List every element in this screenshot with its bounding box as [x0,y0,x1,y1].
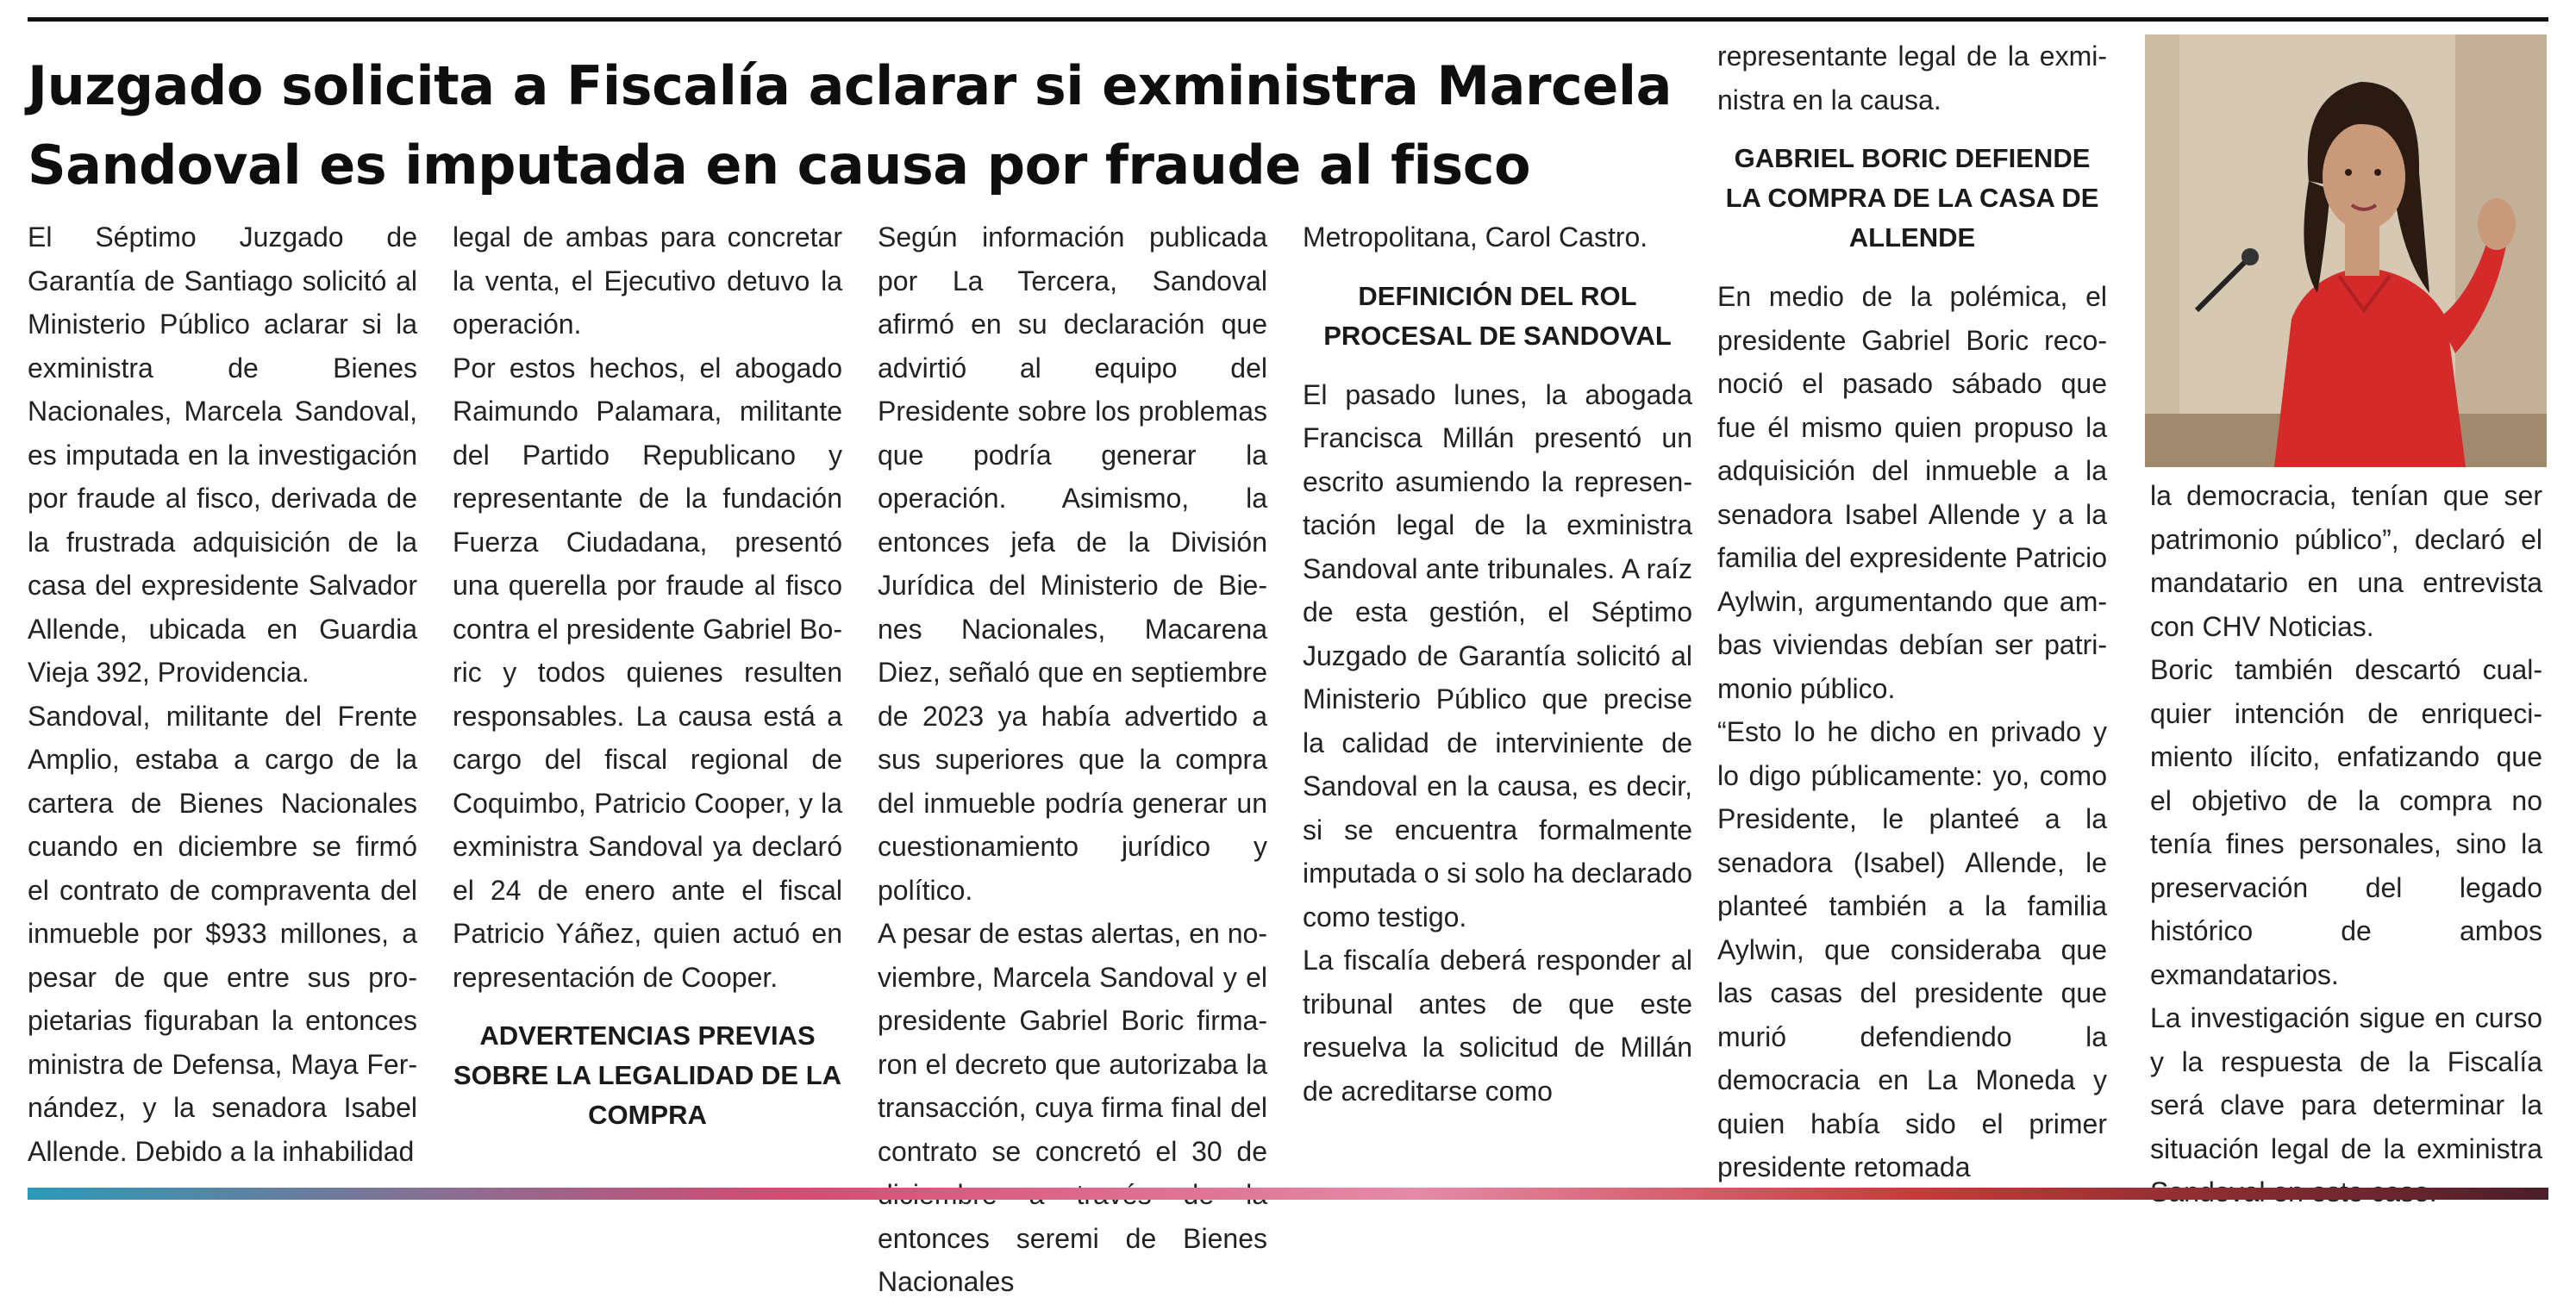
paragraph: La fiscalía deberá responder al tribunal antes de que este resuelva la solicitud de Millán de acreditarse como [1303,945,1692,1107]
column-6 [2150,474,2542,1214]
column-5 [1717,34,2107,1189]
paragraph: En medio de la polémica, el presidente Gabriel Boric reconoció el pasado sábado que fue él mismo quien propuso la adquisición del inmueble a la senadora Isabel Allende y a la familia del expresidente Patricio Aylwin, argumentando que ambas viviendas debían ser patrimonio público. [1717,281,2107,704]
paragraph: Sandoval, militante del Frente Amplio, estaba a cargo de la cartera de Bienes Nacionales cuando en diciembre se firmó el contrato de compraventa del inmueble por $933 millones, a pesar de que entre sus propietarias figuraban la entonces ministra de Defensa, Maya Fernández, y la senadora Isabel Allende. Debido a la inhabilidad [28,700,417,1167]
paragraph: “Esto lo he dicho en privado y lo digo públicamente: yo, como Presidente, le planteé a la senadora (Isabel) Allende, le planteé también a la familia Aylwin, que consideraba que las casas del presidente que murió defendiendo la democracia en La Moneda y quien había sido el primer presidente retomada [1717,716,2107,1182]
paragraph: El pasado lunes, la abogada Francisca Millán presentó un escrito asumiendo la representación legal de la exministra Sandoval ante tribunales. A raíz de esta gestión, el Séptimo Juzgado de Garantía solicitó al Ministerio Público que precise la calidad de interviniente de Sandoval en la causa, es decir, si se encuentra formalmente imputada o si solo ha declarado como testigo. [1303,378,1692,933]
photo-illustration [2145,34,2547,467]
paragraph: Boric también descartó cualquier intención de enriquecimiento ilícito, enfatizando que el objetivo de la compra no tenía fines personales, sino la preservación del legado histórico de ambos exmandatarios. [2150,654,2542,990]
subhead-boric: GABRIEL BORIC DEFIENDE LA COMPRA DE LA CASA DE ALLENDE [1725,143,2099,253]
paragraph: representante legal de la exministra en la causa. [1717,41,2107,115]
subhead-definicion: DEFINICIÓN DEL ROL PROCESAL DE SANDOVAL [1323,280,1672,351]
column-3 [878,215,1267,1304]
paragraph: legal de ambas para concretar la venta, el Ejecutivo detuvo la operación. [453,221,842,340]
paragraph: la democracia, tenían que ser patrimonio público”, declaró el mandatario en una entrevista con CHV Noticias. [2150,480,2542,642]
column-2 [453,215,842,1152]
headline: Juzgado solicita a Fiscalía aclarar si exministra Marcela Sandoval es imputada en causa por fraude al fisco [28,54,1672,197]
paragraph: A pesar de estas alertas, en noviembre, Marcela Sandoval y el presidente Gabriel Boric firmaron el decreto que autorizaba la transacción, cuya firma final del contrato se concretó el 30 de entonces seremi de Bienes Nacionales [878,918,1267,1297]
subhead-advertencias: ADVERTENCIAS PREVIAS SOBRE LA LEGALIDAD DE LA COMPRA [453,1020,842,1130]
article-photo [2145,34,2547,467]
column-1 [28,215,417,1173]
column-4 [1303,215,1692,1113]
top-rule [28,17,2548,22]
paragraph: El Séptimo Juzgado de Garantía de Santiago solicitó al Ministerio Público aclarar si la exministra de Bienes Nacionales, Marcela Sandoval, es imputada en la investigación por fraude al fisco, derivada de la frustrada adquisición de la casa del expresidente Salvador Allende, ubicada en Guardia Vieja 392, Providencia. [28,221,417,688]
paragraph: La investigación sigue en curso y la respuesta de la Fiscalía será clave para determinar la situación legal de la exministra [2150,1002,2542,1164]
paragraph: Por estos hechos, el abogado Raimundo Palamara, militante del Partido Republicano y representante de la fundación Fuerza Ciudadana, presentó una querella por fraude al fisco contra el presidente Gabriel Boric y todos quienes resulten responsables. La causa está a cargo del fiscal regional de Coquimbo, Patricio Cooper, y la exministra Sandoval ya declaró el 24 de enero ante el fiscal Patricio Yáñez, quien actuó en representación de Cooper. [453,352,842,993]
paragraph: Según información publicada por La Tercera, Sandoval afirmó en su declaración que advirtió al equipo del Presidente sobre los problemas que podría generar la operación. Asimismo, la entonces jefa de la División Jurídica del Ministerio de Bienes Nacionales, Macarena Diez, señaló que en septiembre de 2023 ya había advertido a sus superiores que la compra del inmueble podría generar un cuestionamiento jurídico y político. [878,221,1267,906]
bottom-advert-strip [28,1188,2548,1200]
paragraph: Metropolitana, Carol Castro. [1303,221,1648,253]
